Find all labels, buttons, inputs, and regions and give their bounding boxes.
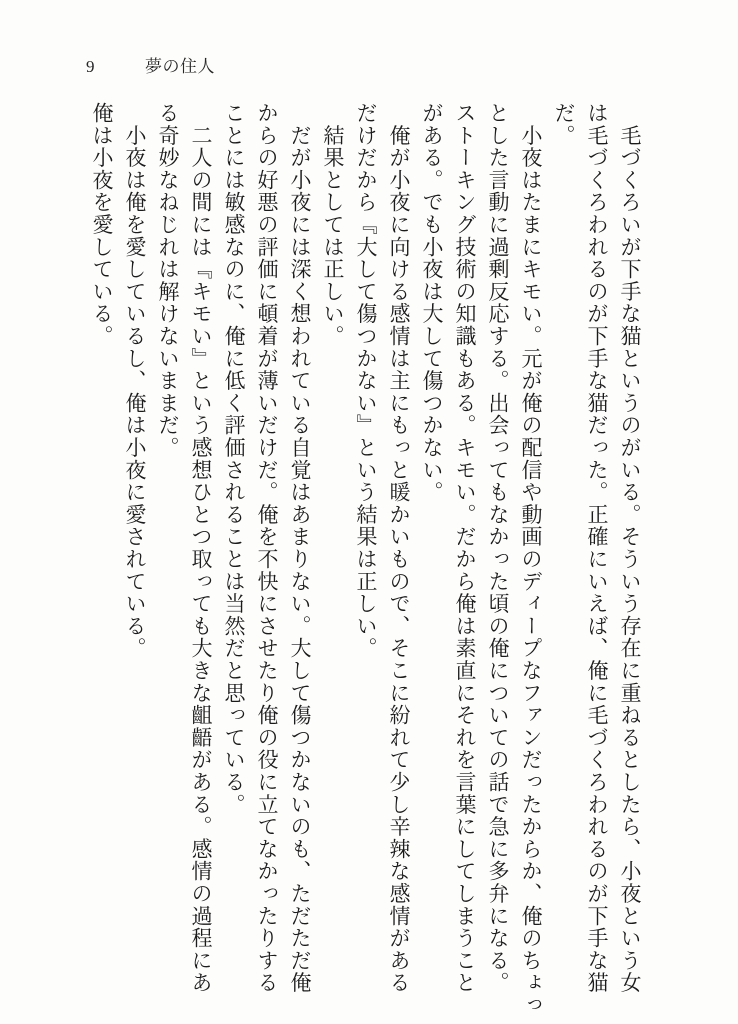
book-title: 夢の住人 [145, 57, 215, 76]
text-column: 俺は小夜を愛している。 [90, 102, 114, 348]
text-column: 二人の間には『キモい』という感想ひとつ取っても大きな齟齬がある。感情の過程にあ [189, 102, 213, 994]
text-column: だが小夜には深く想われている自覚はあまりない。大して傷つかないのも、ただただ俺 [288, 102, 312, 994]
text-column: ストーキング技術の知識もある。キモい。だから俺は素直にそれを言葉にしてしまうこと [453, 102, 477, 994]
text-column: 毛づくろいが下手な猫というのがいる。そういう存在に重ねるとしたら、小夜という女 [618, 102, 642, 994]
text-column: は毛づくろわれるのが下手な猫だった。正確にいえば、俺に毛づくろわれるのが下手な猫 [585, 102, 609, 994]
text-column: る奇妙なねじれは解けないままだ。 [156, 102, 180, 459]
text-column: ことには敏感なのに、俺に低く評価されることは当然だと思っている。 [222, 102, 246, 816]
text-column: 結果としては正しい。 [321, 102, 345, 348]
text-column: とした言動に過剰反応する。出会ってもなかった頃の俺についての話で急に多弁になる。 [486, 102, 510, 994]
text-column: だ。 [552, 102, 576, 147]
text-column: 小夜は俺を愛しているし、俺は小夜に愛されている。 [123, 102, 147, 660]
text-column: 俺が小夜に向ける感情は主にもっと暖かいもので、そこに紛れて少し辛辣な感情がある [387, 102, 411, 994]
text-column: からの好悪の評価に頓着が薄いだけだ。俺を不快にさせたり俺の役に立てなかったりする [255, 102, 279, 994]
vertical-text-body [85, 102, 646, 1020]
running-header [86, 52, 215, 77]
text-column: がある。でも小夜は大して傷つかない。 [420, 102, 444, 504]
text-column: だけだから『大して傷つかない』という結果は正しい。 [354, 102, 378, 660]
page-number: 9 [86, 57, 95, 76]
text-column: 小夜はたまにキモい。元が俺の配信や動画のディープなファンだったからか、俺のちょっ [519, 102, 543, 1017]
